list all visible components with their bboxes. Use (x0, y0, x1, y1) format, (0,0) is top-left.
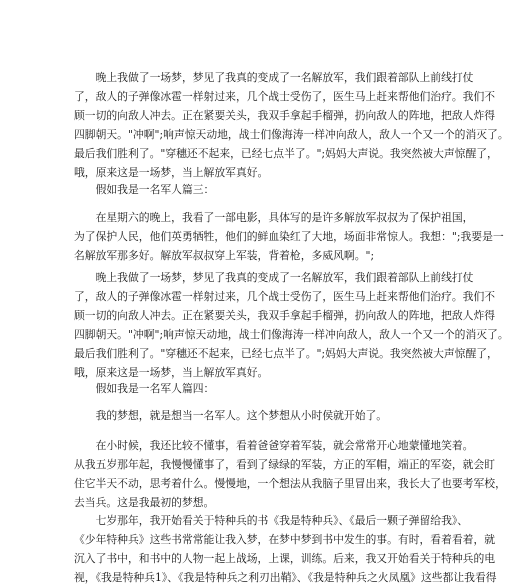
section-heading: 假如我是一名军人篇三： (74, 183, 215, 196)
text-line: 最后我们胜利了。"穿穗还不起来，已经七点半了。";妈妈大声说。我突然被大声惊醒了， (74, 347, 498, 360)
text-line: 哦，原来这是一场梦，当上解放军真好。 (74, 366, 269, 379)
text-line: 在星期六的晚上，我看了一部电影，具体写的是许多解放军叔叔为了保护祖国， (74, 211, 474, 224)
text-line: 《少年特种兵》这些书常常能让我入梦，在梦中梦到书中发生的事。有时，看着看着，就 (74, 533, 496, 546)
text-line: 在小时候，我还比较不懂事，看着爸爸穿着军装，就会常常开心地蒙懂地笑着。 (74, 439, 474, 452)
text-line: 名解放军那多好。解放军叔叔穿上军装，背着枪，多威风啊。"; (74, 249, 375, 262)
paragraph-dream-1 (74, 68, 509, 182)
text-line: 沉入了书中，和书中的人物一起上战场，上课，训练。后来，我又开始看关于特种兵的电 (74, 552, 496, 565)
text-line: 从我五岁那年起，我慢慢懂事了，看到了绿绿的军装，方正的军帽，端正的军姿，就会盯 (74, 458, 496, 471)
text-line: 去当兵。这是我最初的梦想。 (74, 496, 215, 509)
text-line: 视，《我是特种兵1》、《我是特种兵之利刃出鞘》、《我是特种兵之火凤凰》这些都让我看得 (74, 571, 497, 584)
text-line: 四脚朝天。"冲啊";响声惊天动地，战士们像海涛一样冲向敌人，敌人一个又一个的消灭了。 (74, 128, 509, 141)
text-line: 四脚朝天。"冲啊";响声惊天动地，战士们像海涛一样冲向敌人，敌人一个又一个的消灭了。 (74, 328, 509, 341)
paragraph-dream-statement (74, 406, 436, 425)
text-line: 晚上我做了一场梦，梦见了我真的变成了一名解放军，我们跟着部队上前线打仗 (74, 271, 474, 284)
paragraph-dream-2 (74, 268, 509, 382)
heading-part-four (74, 379, 436, 398)
text-line: 了，敌人的子弹像冰雹一样射过来，几个战士受伤了，医生马上赶来帮他们治疗。我们不 (74, 90, 496, 103)
paragraph-movie (74, 208, 504, 265)
paragraph-childhood (74, 436, 506, 512)
heading-part-three (74, 180, 436, 199)
text-line: 晚上我做了一场梦，梦见了我真的变成了一名解放军，我们跟着部队上前线打仗 (74, 71, 474, 84)
text-line: 七岁那年，我开始看关于特种兵的书《我是特种兵》、《最后一颗子弹留给我》、 (74, 514, 469, 527)
text-line: 顾一切的向敌人冲去。正在紧要关头，我双手拿起手榴弹，扔向敌人的阵地，把敌人炸得 (74, 109, 496, 122)
text-line: 顾一切的向敌人冲去。正在紧要关头，我双手拿起手榴弹，扔向敌人的阵地，把敌人炸得 (74, 309, 496, 322)
text-line: 住它半天不动，思考着什么。慢慢地，一个想法从我脑子里冒出来，我长大了也要考军校， (74, 477, 506, 490)
text-line: 哦，原来这是一场梦，当上解放军真好。 (74, 166, 269, 179)
text-line: 了，敌人的子弹像冰雹一样射过来，几个战士受伤了，医生马上赶来帮他们治疗。我们不 (74, 290, 496, 303)
paragraph-age-seven (74, 511, 497, 587)
text-line: 最后我们胜利了。"穿穗还不起来，已经七点半了。";妈妈大声说。我突然被大声惊醒了， (74, 147, 498, 160)
text-line: 为了保护人民，他们英勇牺牲，他们的鲜血染红了大地，场面非常惊人。我想：";我要是一 (74, 230, 504, 243)
text-line: 我的梦想，就是想当一名军人。这个梦想从小时侯就开始了。 (74, 409, 388, 422)
section-heading: 假如我是一名军人篇四： (74, 382, 215, 395)
